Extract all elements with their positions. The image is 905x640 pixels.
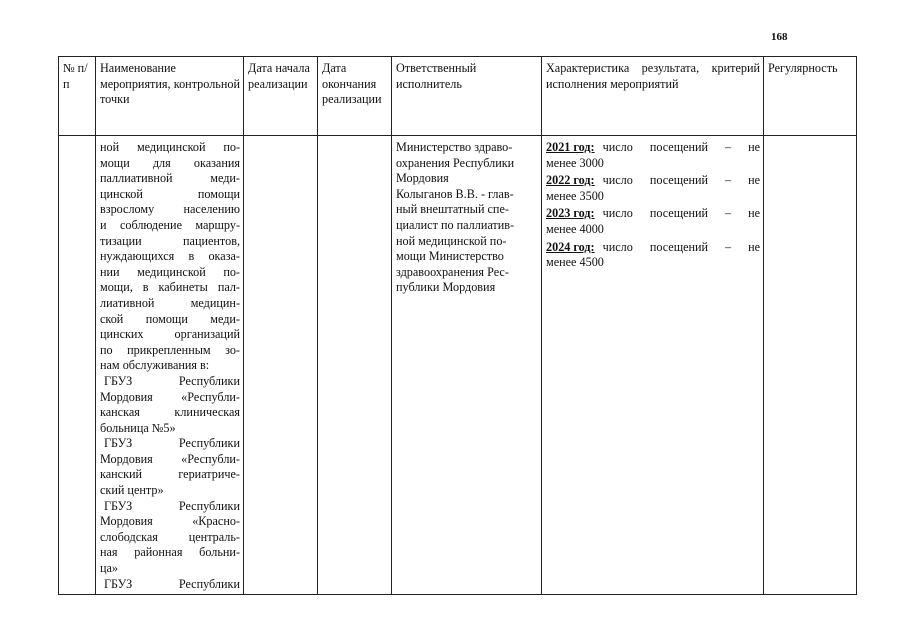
responsible-line: Мордовия [396, 171, 449, 186]
measure-name-line: паллиативной меди- [100, 171, 240, 186]
measure-name-line: Мордовия «Республи- [100, 389, 240, 404]
responsible-line: циалист по паллиатив- [396, 217, 515, 232]
responsible-line: охранения Республики [396, 155, 515, 170]
result-text: число посещений – не [602, 173, 760, 188]
responsible-line: Министерство здраво- [396, 140, 513, 154]
result-text: число посещений – не [602, 239, 760, 254]
cell-start-date [244, 136, 318, 595]
measure-name-text [100, 140, 240, 592]
header-result: Характеристика результата, критерий исполнения мероприятий [542, 57, 764, 136]
measure-name-line: больница №5» [100, 420, 176, 435]
header-name: Наименование мероприятия, контрольной точки [96, 57, 244, 136]
measure-name-line: ГБУЗ Республики [104, 373, 240, 388]
cell-regularity [764, 136, 857, 595]
measure-name-line: цинских организаций [100, 327, 240, 342]
header-start-date: Дата начала реализации [244, 57, 318, 136]
measure-name-line: цинской помощи [100, 186, 240, 201]
result-continuation: менее 4500 [546, 255, 604, 270]
result-year: 2023 год: [546, 206, 595, 221]
measure-name-line: слободская централь- [100, 529, 240, 544]
responsible-line: ный внештатный спе- [396, 202, 509, 217]
responsible-line: мощи Министерство [396, 249, 504, 264]
result-continuation: менее 3000 [546, 155, 604, 170]
result-year: 2022 год: [546, 173, 595, 188]
result-text: число посещений – не [602, 206, 760, 221]
measure-name-line: по прикрепленным зо- [100, 342, 240, 357]
measure-name-line: канская клиническая [100, 405, 240, 420]
result-continuation: менее 4000 [546, 221, 604, 236]
measure-name-line: ГБУЗ Республики [104, 576, 240, 591]
measure-name-line: ная районная больни- [100, 545, 240, 560]
result-item [546, 206, 760, 222]
measure-name-line: ца» [100, 561, 119, 576]
measure-name-line: Мордовия «Республи- [100, 451, 240, 466]
cell-num [59, 136, 96, 595]
result-year: 2021 год: [546, 140, 595, 154]
measure-name-line: лиативной медицин- [100, 295, 240, 310]
table-header-row [59, 57, 857, 136]
responsible-text [396, 140, 538, 296]
cell-name [96, 136, 244, 595]
result-list [546, 140, 760, 271]
measures-table [58, 56, 857, 595]
measure-name-line: ГБУЗ Республики [104, 498, 240, 513]
result-text: число посещений – не [602, 140, 760, 154]
measure-name-line: ский центр» [100, 483, 164, 498]
result-item [546, 240, 760, 256]
responsible-line: Колыганов В.В. - глав- [396, 186, 514, 201]
measure-name-line: ской помощи меди- [100, 311, 240, 326]
cell-responsible [392, 136, 542, 595]
responsible-line: ной медицинской по- [396, 233, 507, 248]
table-row [59, 136, 857, 595]
measure-name-line: тизации пациентов, [100, 233, 240, 248]
measure-name-line: взрослому населению [100, 202, 240, 217]
measure-name-line: ГБУЗ Республики [104, 436, 240, 451]
measure-name-line: ной медицинской по- [100, 140, 240, 154]
header-responsible: Ответственный исполнитель [392, 57, 542, 136]
measure-name-line: мощи для оказания [100, 155, 240, 170]
measure-name-line: нам обслуживания в: [100, 358, 210, 373]
cell-end-date [318, 136, 392, 595]
result-continuation: менее 3500 [546, 188, 604, 203]
result-item [546, 173, 760, 189]
cell-result [542, 136, 764, 595]
responsible-line: публики Мордовия [396, 280, 496, 295]
header-end-date: Дата окончания реализации [318, 57, 392, 136]
header-regularity: Регулярность [764, 57, 857, 136]
header-num: № п/п [59, 57, 96, 136]
measure-name-line: нии медицинской по- [100, 264, 240, 279]
result-item [546, 140, 760, 156]
measure-name-line: и соблюдение маршру- [100, 217, 240, 232]
page-number: 168 [771, 31, 788, 43]
measure-name-line: канский гериатриче- [100, 467, 240, 482]
measure-name-line: мощи, в кабинеты пал- [100, 280, 240, 295]
result-year: 2024 год: [546, 239, 595, 254]
measure-name-line: нуждающихся в оказа- [100, 249, 240, 264]
responsible-line: здравоохранения Рес- [396, 264, 509, 279]
measure-name-line: Мордовия «Красно- [100, 514, 240, 529]
